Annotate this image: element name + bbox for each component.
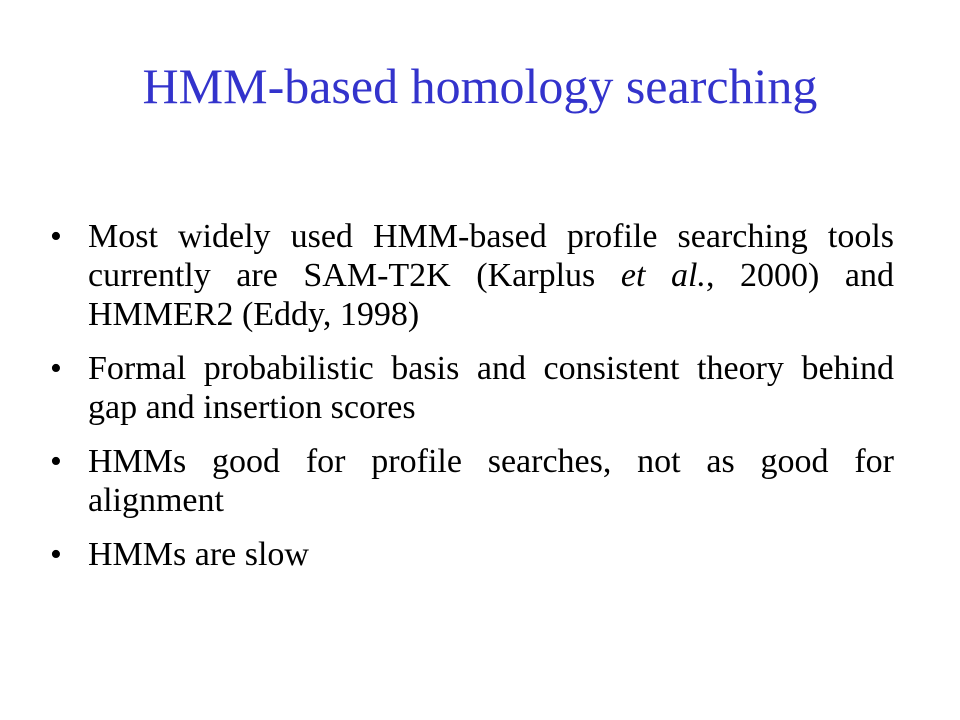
- bullet-glyph: •: [50, 536, 62, 573]
- bullet-text-italic: et al.: [620, 257, 706, 294]
- bullet-text-part: HMMs are slow: [88, 536, 309, 573]
- bullet-text-part: HMMs good for profile searches, not as good for alignment: [88, 443, 894, 519]
- bullet-list: [48, 217, 894, 589]
- bullet-item: [48, 217, 894, 334]
- bullet-text-part: Most widely used HMM-based profile searching tools currently are SAM-T2K (Karplus: [88, 218, 894, 294]
- bullet-glyph: •: [50, 350, 62, 387]
- bullet-item: [48, 349, 894, 427]
- bullet-text-part: Formal probabilistic basis and consistent theory behind gap and insertion scores: [88, 350, 894, 426]
- bullet-item: [48, 442, 894, 520]
- bullet-item: [48, 535, 894, 574]
- bullet-glyph: •: [50, 218, 62, 255]
- slide-title: HMM-based homology searching: [142, 58, 818, 114]
- bullet-glyph: •: [50, 443, 62, 480]
- bullet-text-part: , 2000) and HMMER2 (Eddy, 1998): [88, 257, 895, 333]
